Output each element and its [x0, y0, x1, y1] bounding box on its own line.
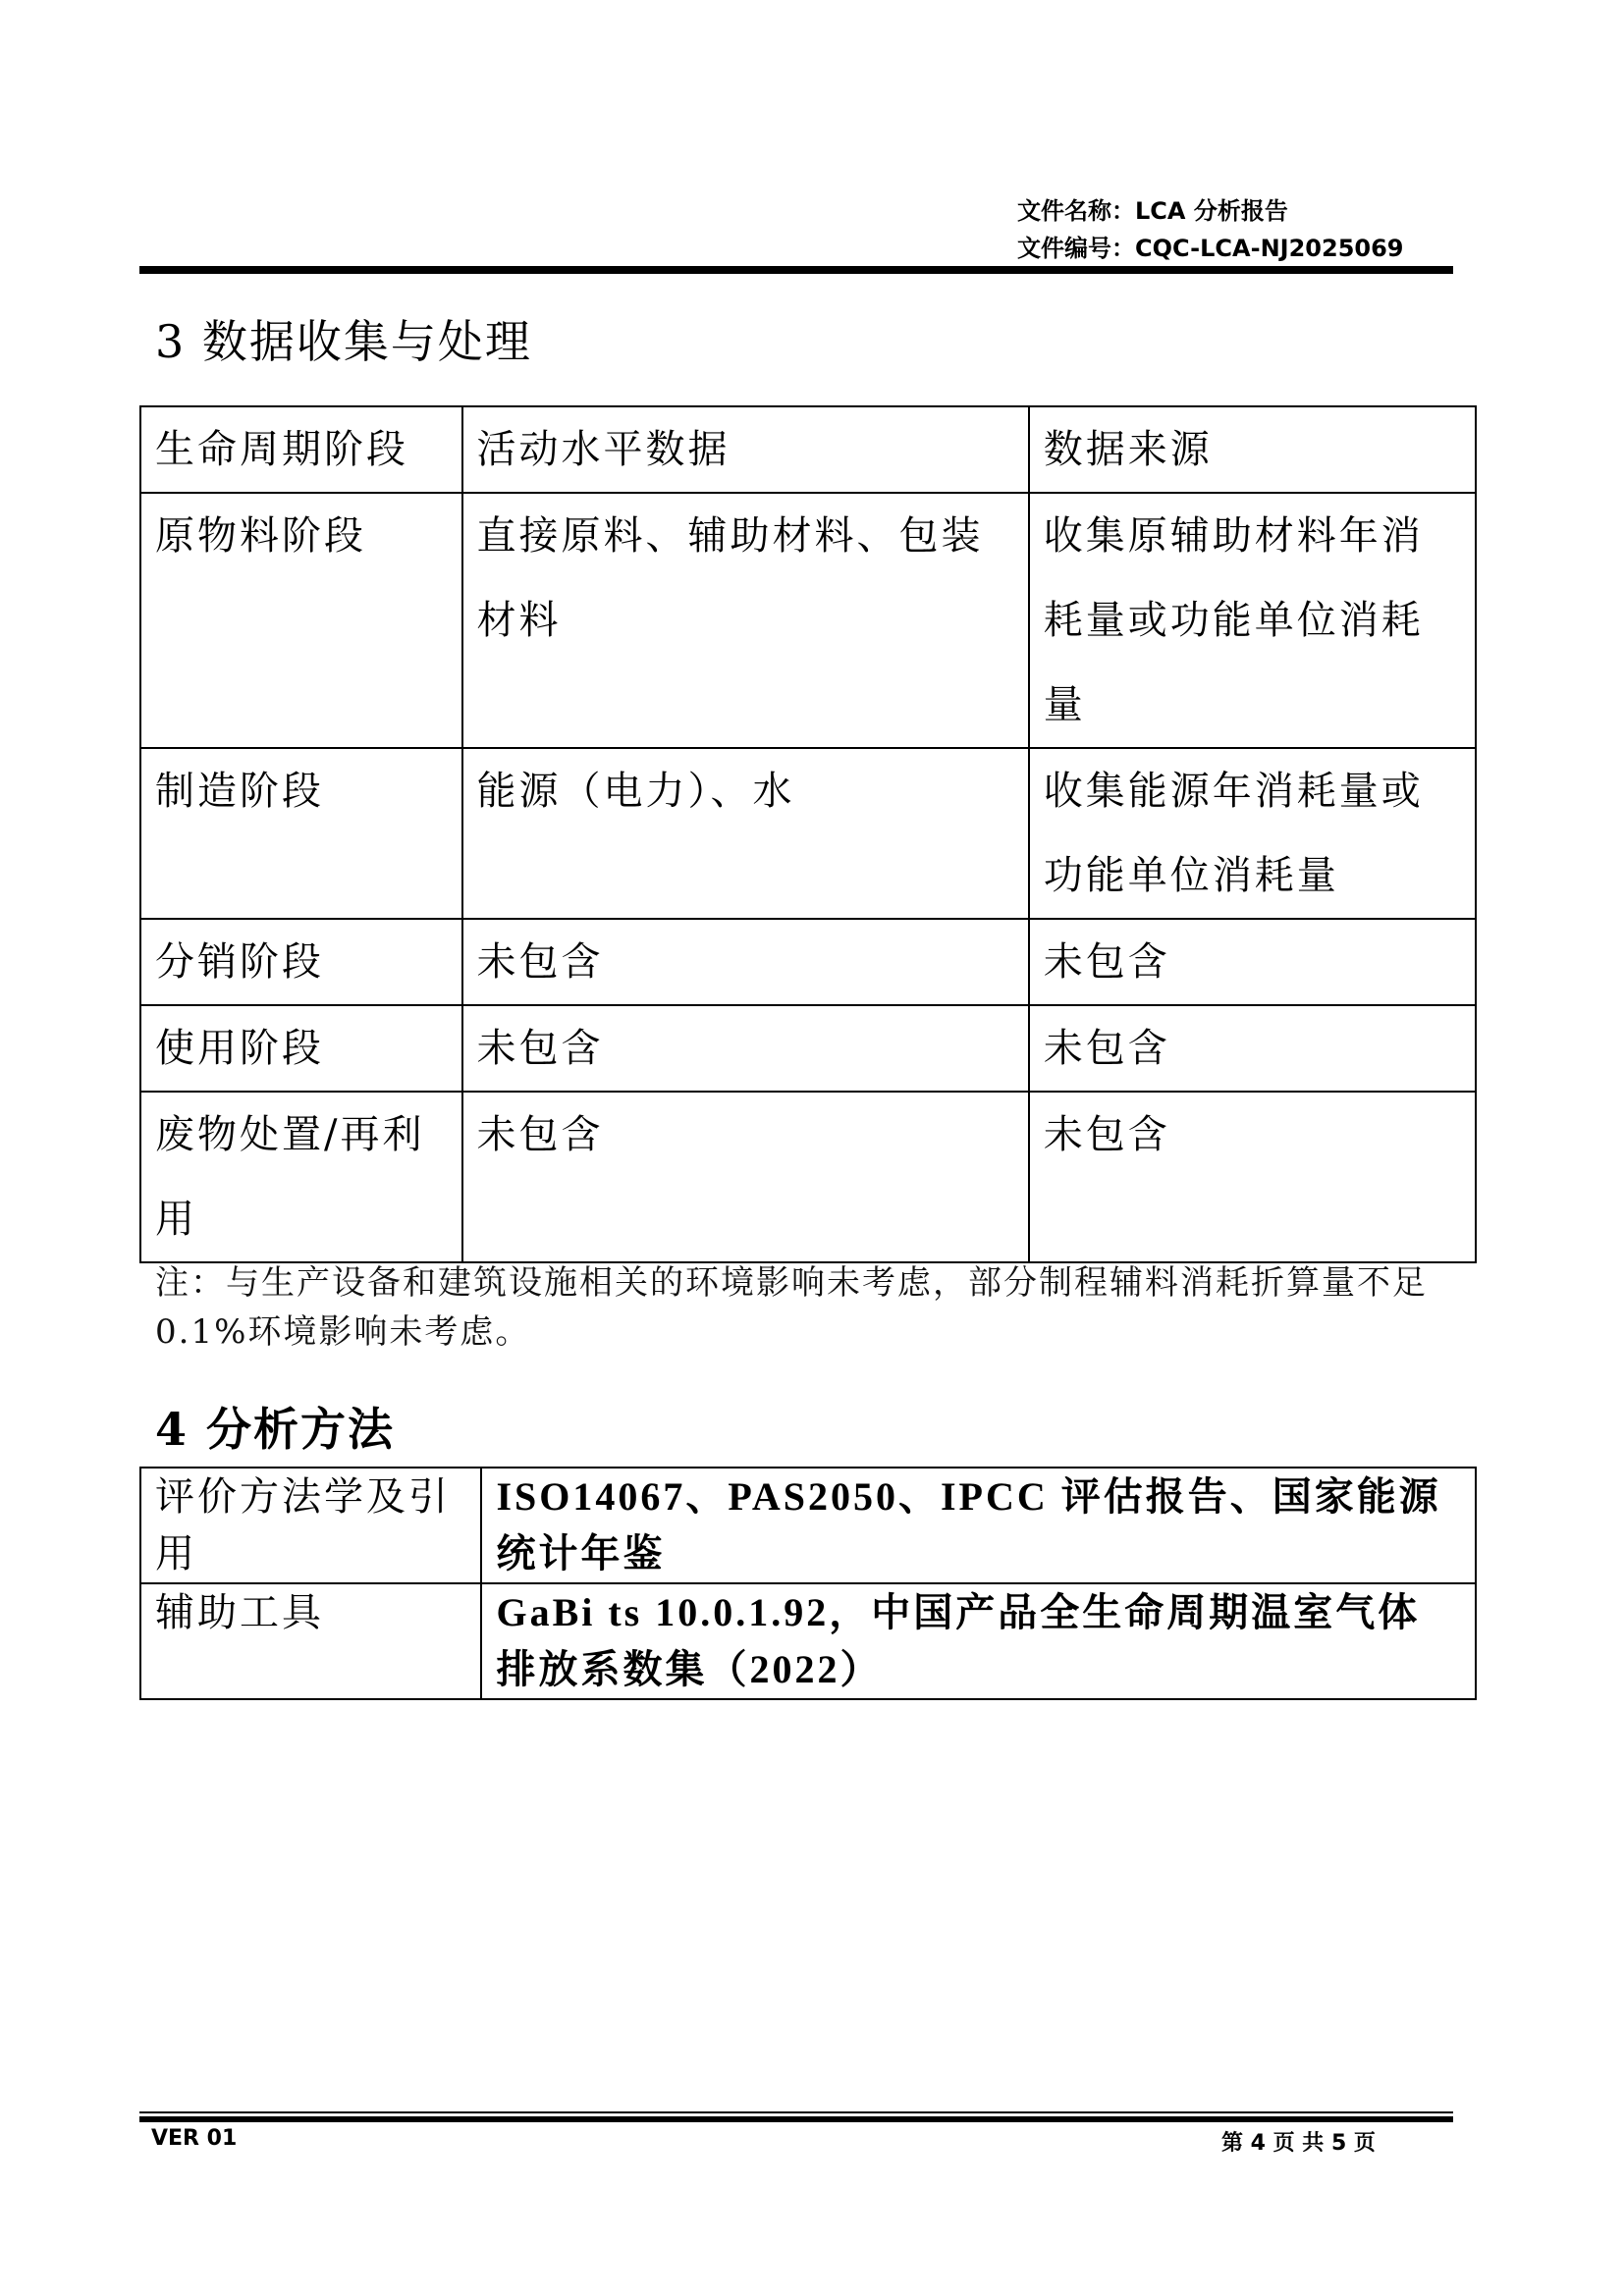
table-cell: 未包含 [1029, 1092, 1476, 1262]
header-cell: 生命周期阶段 [140, 406, 462, 493]
header-cell: 活动水平数据 [462, 406, 1029, 493]
section-3-title: 3 数据收集与处理 [155, 315, 532, 368]
table-row [140, 919, 1476, 1005]
table-cell: 直接原料、辅助材料、包装材料 [462, 493, 1029, 748]
table-row [140, 748, 1476, 919]
table-row [140, 1005, 1476, 1092]
footer-rule-thick [139, 2116, 1453, 2122]
table-cell: 未包含 [462, 919, 1029, 1005]
table-note: 注：与生产设备和建筑设施相关的环境影响未考虑，部分制程辅料消耗折算量不足 0.1%环境影响未考虑。 [155, 1263, 1428, 1352]
footer-rule-thin [139, 2111, 1453, 2113]
table-row [140, 1468, 1476, 1583]
version-label: VER 01 [151, 2126, 238, 2151]
table-cell: 未包含 [1029, 1005, 1476, 1092]
table-cell: 收集能源年消耗量或功能单位消耗量 [1029, 748, 1476, 919]
table-cell: 未包含 [1029, 919, 1476, 1005]
header-cell: 数据来源 [1029, 406, 1476, 493]
table-cell: 未包含 [462, 1005, 1029, 1092]
table-cell: 能源（电力）、水 [462, 748, 1029, 919]
table-cell: GaBi ts 10.0.1.92，中国产品全生命周期温室气体排放系数集（2022） [481, 1583, 1476, 1699]
table-cell: 收集原辅助材料年消耗量或功能单位消耗量 [1029, 493, 1476, 748]
table-cell: 使用阶段 [140, 1005, 462, 1092]
table-cell: 分销阶段 [140, 919, 462, 1005]
document-header [1017, 192, 1449, 267]
data-collection-table [139, 405, 1477, 1263]
table-cell: 原物料阶段 [140, 493, 462, 748]
table-cell: 评价方法学及引用 [140, 1468, 481, 1583]
table-cell: 制造阶段 [140, 748, 462, 919]
table-row [140, 493, 1476, 748]
table-cell: 未包含 [462, 1092, 1029, 1262]
page-number: 第 4 页 共 5 页 [1221, 2131, 1376, 2156]
table-row [140, 1583, 1476, 1699]
header-rule [139, 266, 1453, 274]
section-4-title: 4 分析方法 [155, 1403, 396, 1456]
table-cell: 辅助工具 [140, 1583, 481, 1699]
file-number: 文件编号：CQC-LCA-NJ2025069 [1017, 235, 1404, 262]
table-header-row [140, 406, 1476, 493]
analysis-method-table [139, 1467, 1477, 1700]
table-cell: ISO14067、PAS2050、IPCC 评估报告、国家能源统计年鉴 [481, 1468, 1476, 1583]
file-name: 文件名称：LCA 分析报告 [1017, 197, 1288, 225]
table-cell: 废物处置/再利用 [140, 1092, 462, 1262]
table-row [140, 1092, 1476, 1262]
